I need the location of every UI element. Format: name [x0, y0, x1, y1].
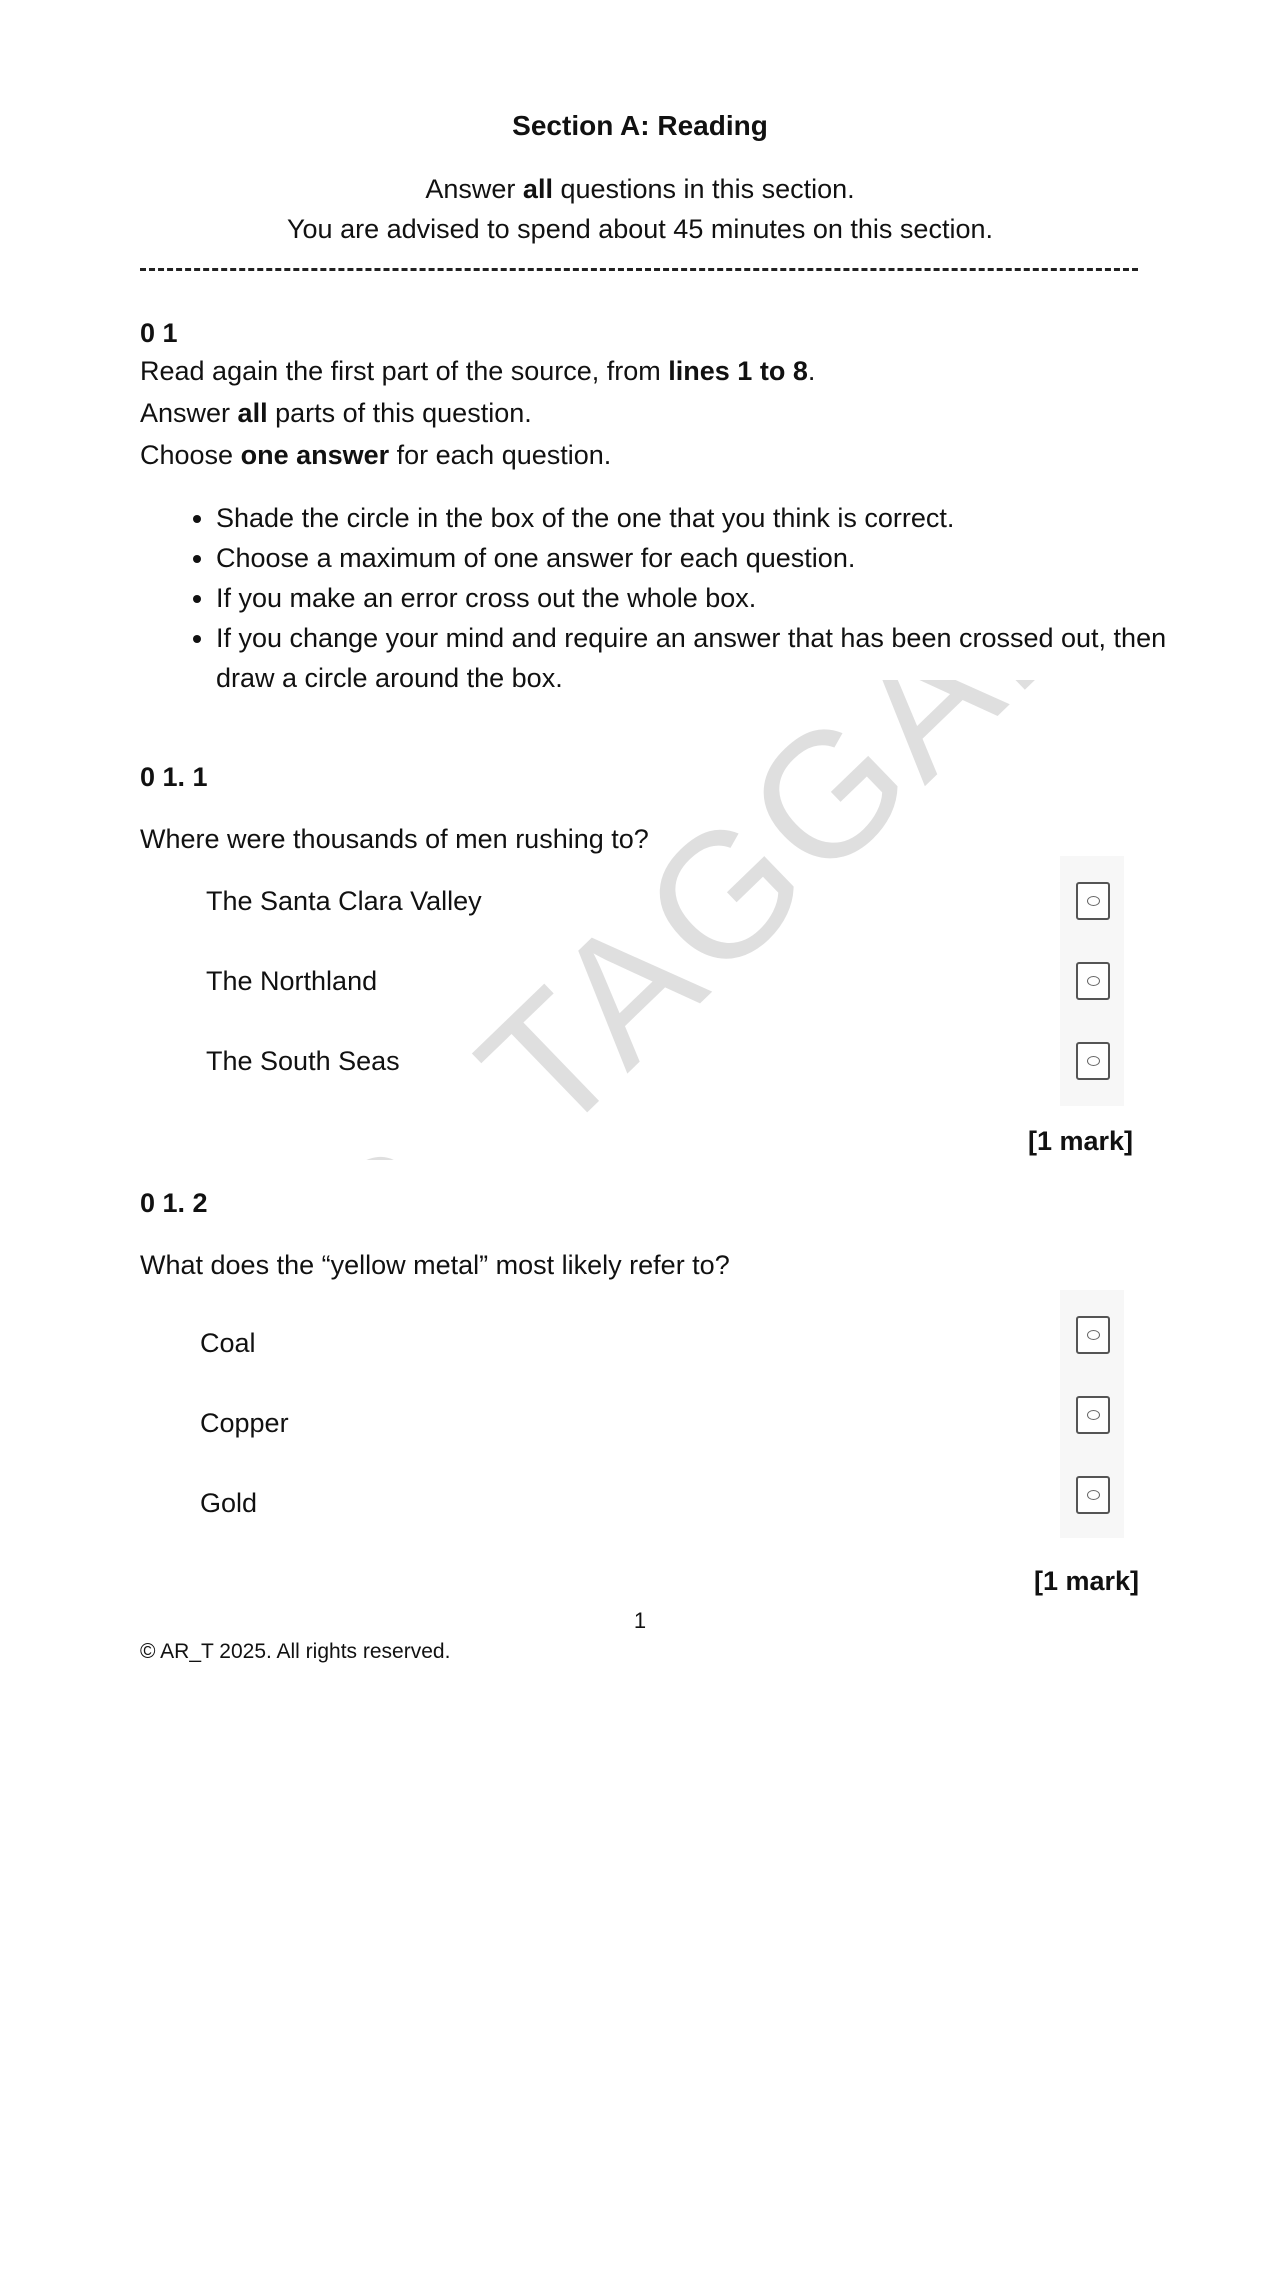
- answer-checkbox-012-b[interactable]: [1076, 1396, 1110, 1434]
- circle-icon: [1087, 976, 1100, 986]
- option-label: The Santa Clara Valley: [206, 886, 482, 916]
- instruction-item: • Choose a maximum of one answer for each question.: [216, 538, 1216, 578]
- intro-bold: all: [522, 174, 553, 204]
- option-label: The Northland: [206, 966, 378, 996]
- instructions-list: [140, 498, 1216, 698]
- intro-text: Answer: [425, 174, 523, 204]
- section-title: Section A: Reading: [512, 110, 768, 141]
- answer-checkbox-011-a[interactable]: [1076, 882, 1110, 920]
- circle-icon: [1087, 1490, 1100, 1500]
- q01-line-1: [140, 356, 815, 387]
- q01-text: .: [807, 356, 816, 386]
- q01-bold: one answer: [240, 440, 390, 470]
- intro-text: questions in this section.: [552, 174, 855, 204]
- instruction-item: • If you make an error cross out the whole box.: [216, 578, 1216, 618]
- option-label: Copper: [200, 1408, 289, 1438]
- answer-checkbox-012-c[interactable]: [1076, 1476, 1110, 1514]
- question-number-012: 0 1. 2: [140, 1188, 208, 1218]
- option-label: Coal: [200, 1328, 256, 1358]
- q01-line-3: [140, 440, 611, 471]
- intro-line-2: You are advised to spend about 45 minutes on this section.: [287, 214, 993, 244]
- circle-icon: [1087, 1410, 1100, 1420]
- question-number-01: 0 1: [140, 318, 178, 348]
- answer-checkbox-011-b[interactable]: [1076, 962, 1110, 1000]
- circle-icon: [1087, 1330, 1100, 1340]
- option-label: The South Seas: [206, 1046, 400, 1076]
- instruction-item: • If you change your mind and require an answer that has been crossed out, then draw a circle around the box.: [216, 618, 1216, 698]
- q01-text: Answer: [140, 398, 238, 428]
- q01-text: parts of this question.: [267, 398, 532, 428]
- circle-icon: [1087, 1056, 1100, 1066]
- option-label: Gold: [200, 1488, 258, 1518]
- answer-checkbox-012-a[interactable]: [1076, 1316, 1110, 1354]
- answer-checkbox-011-c[interactable]: [1076, 1042, 1110, 1080]
- intro-line-1: [0, 174, 1280, 205]
- q01-text: Choose: [140, 440, 241, 470]
- q01-text: for each question.: [389, 440, 612, 470]
- q01-text: Read again the first part of the source, from: [140, 356, 669, 386]
- mark-label-011: [1 mark]: [1028, 1126, 1134, 1156]
- dashed-divider: [140, 268, 1138, 271]
- q01-bold: lines 1 to 8: [668, 356, 808, 386]
- question-text-012: What does the “yellow metal” most likely refer to?: [140, 1250, 730, 1280]
- page-number: 1: [633, 1608, 647, 1633]
- q01-line-2: [140, 398, 532, 429]
- copyright-notice: © AR_T 2025. All rights reserved.: [140, 1640, 451, 1663]
- question-number-011: 0 1. 1: [140, 762, 208, 792]
- instruction-item: • Shade the circle in the box of the one that you think is correct.: [216, 498, 1216, 538]
- mark-label-012: [1 mark]: [1034, 1566, 1140, 1596]
- q01-bold: all: [237, 398, 268, 428]
- circle-icon: [1087, 896, 1100, 906]
- question-text-011: Where were thousands of men rushing to?: [140, 824, 649, 854]
